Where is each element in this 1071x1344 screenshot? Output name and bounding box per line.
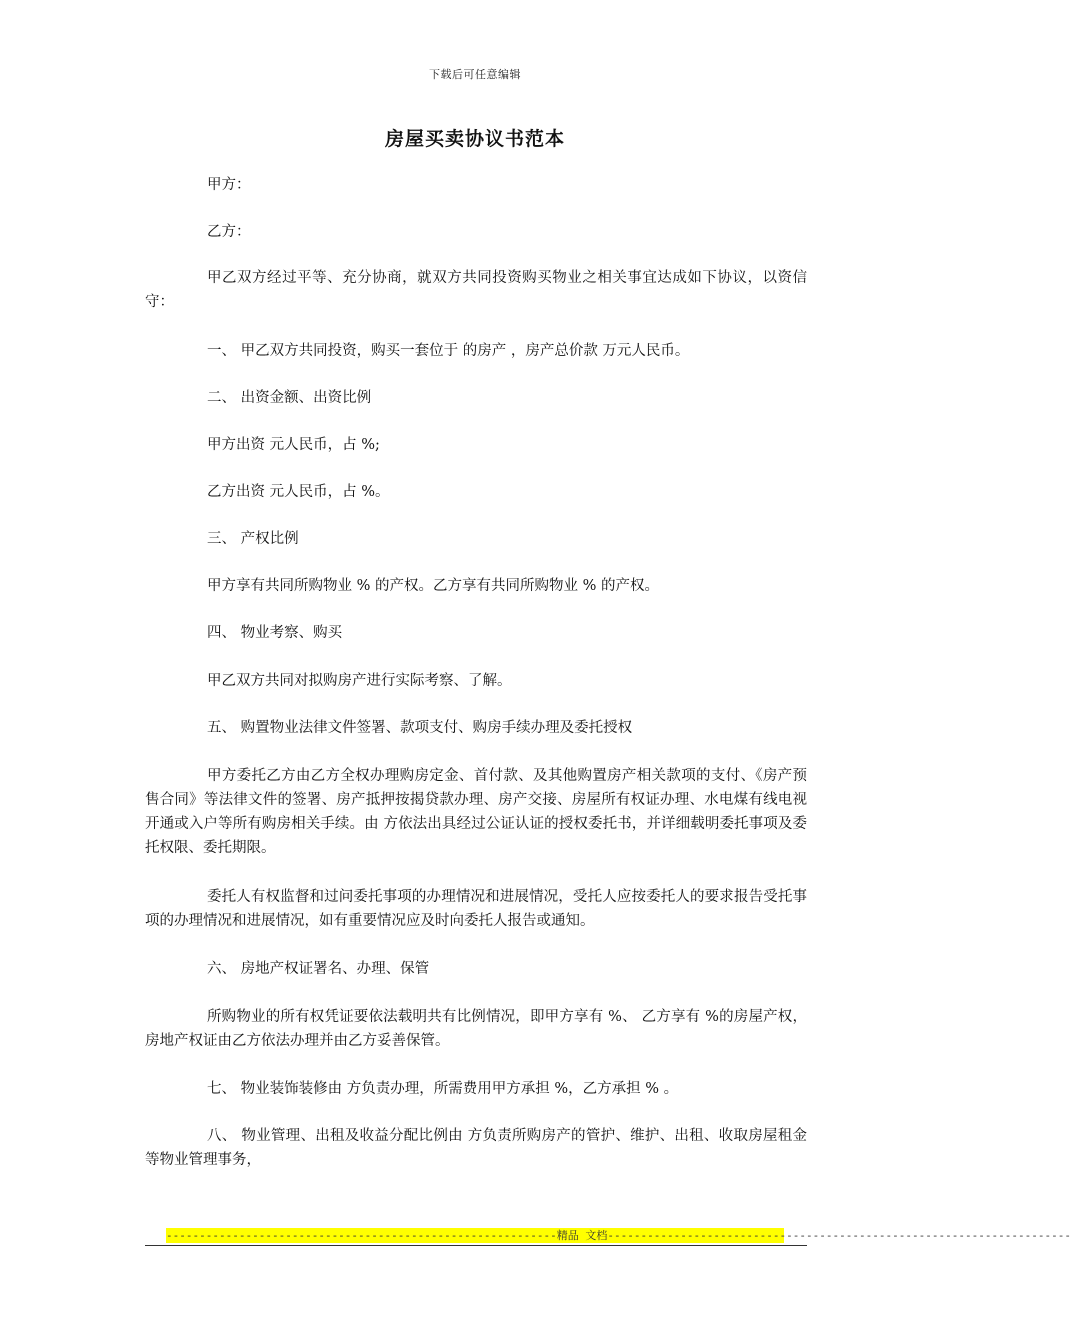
paragraph-text: 五、 购置物业法律文件签署、款项支付、购房手续办理及委托授权 [207, 720, 633, 736]
paragraph-text: 甲乙双方经过平等、充分协商，就双方共同投资购买物业之相关事宜达成如下协议，以资信守： [145, 270, 807, 310]
download-note: 下载后可任意编辑 [429, 68, 521, 81]
paragraph-text: 甲方委托乙方由乙方全权办理购房定金、首付款、及其他购置房产相关款项的支付、《房产预售合同》等法律文件的签署、房产抵押按揭贷款办理、房产交接、房屋所有权证办理、水电煤有线电视开通或入户等所有购房相关手续。由 方依法出具经过公证认证的授权委托书，并详细载明委托事项及委托权限、委托期限。 [145, 768, 807, 856]
clause-3-body [145, 574, 807, 598]
paragraph-text: 甲方享有共同所购物业 % 的产权。乙方享有共同所购物业 % 的产权。 [207, 578, 659, 594]
clause-1 [145, 339, 807, 363]
clause-5-heading [145, 716, 807, 740]
paragraph-text: 二、 出资金额、出资比例 [207, 390, 372, 406]
paragraph-text: 四、 物业考察、购买 [207, 625, 343, 641]
paragraph-text: 一、 甲乙双方共同投资，购买一套位于 的房产 ，房产总价款 万元人民币。 [207, 343, 690, 359]
paragraph-party-a [145, 173, 807, 197]
footer-divider [145, 1245, 807, 1246]
clause-6-heading [145, 957, 807, 981]
clause-7 [145, 1077, 807, 1101]
clause-5-supervision [145, 885, 807, 933]
paragraph-party-b [145, 220, 807, 244]
clause-4-body [145, 669, 807, 693]
paragraph-text: 乙方出资 元人民币，占 %。 [207, 484, 390, 500]
footer-left-dashes: ----------------------------------------------------------- [166, 1229, 557, 1242]
paragraph-text: 三、 产权比例 [207, 531, 299, 547]
clause-8 [145, 1124, 807, 1172]
paragraph-text: 委托人有权监督和过问委托事项的办理情况和进展情况，受托人应按委托人的要求报告受托事项的办理情况和进展情况，如有重要情况应及时向委托人报告或通知。 [145, 889, 807, 929]
paragraph-preamble [145, 266, 807, 314]
paragraph-text: 所购物业的所有权凭证要依法载明共有比例情况，即甲方享有 %、 乙方享有 %的房屋产权，房地产权证由乙方依法办理并由乙方妥善保管。 [145, 1009, 807, 1049]
paragraph-text: 七、 物业装饰装修由 方负责办理，所需费用甲方承担 %，乙方承担 % 。 [207, 1081, 679, 1097]
clause-5-body [145, 764, 807, 860]
paragraph-text: 八、 物业管理、出租及收益分配比例由 方负责所购房产的管护、维护、出租、收取房屋租金等物业管理事务， [145, 1128, 807, 1168]
clause-2-heading [145, 386, 807, 410]
paragraph-text: 甲方： [207, 177, 251, 193]
document-title: 房屋买卖协议书范本 [384, 128, 565, 150]
clause-4-heading [145, 621, 807, 645]
paragraph-text: 乙方： [207, 224, 251, 240]
paragraph-text: 甲乙双方共同对拟购房产进行实际考察、了解。 [207, 673, 512, 689]
footer-right-dashes: ---------------------------------------------------------------------- [607, 1229, 1071, 1242]
footer-label: 精品 文档 [556, 1229, 608, 1242]
footer-highlight [166, 1228, 1071, 1243]
paragraph-text: 六、 房地产权证署名、办理、保管 [207, 961, 430, 977]
clause-3-heading [145, 527, 807, 551]
clause-2-party-b [145, 480, 807, 504]
paragraph-text: 甲方出资 元人民币，占 %; [207, 437, 380, 453]
clause-6-body [145, 1005, 807, 1053]
clause-2-party-a [145, 433, 807, 457]
